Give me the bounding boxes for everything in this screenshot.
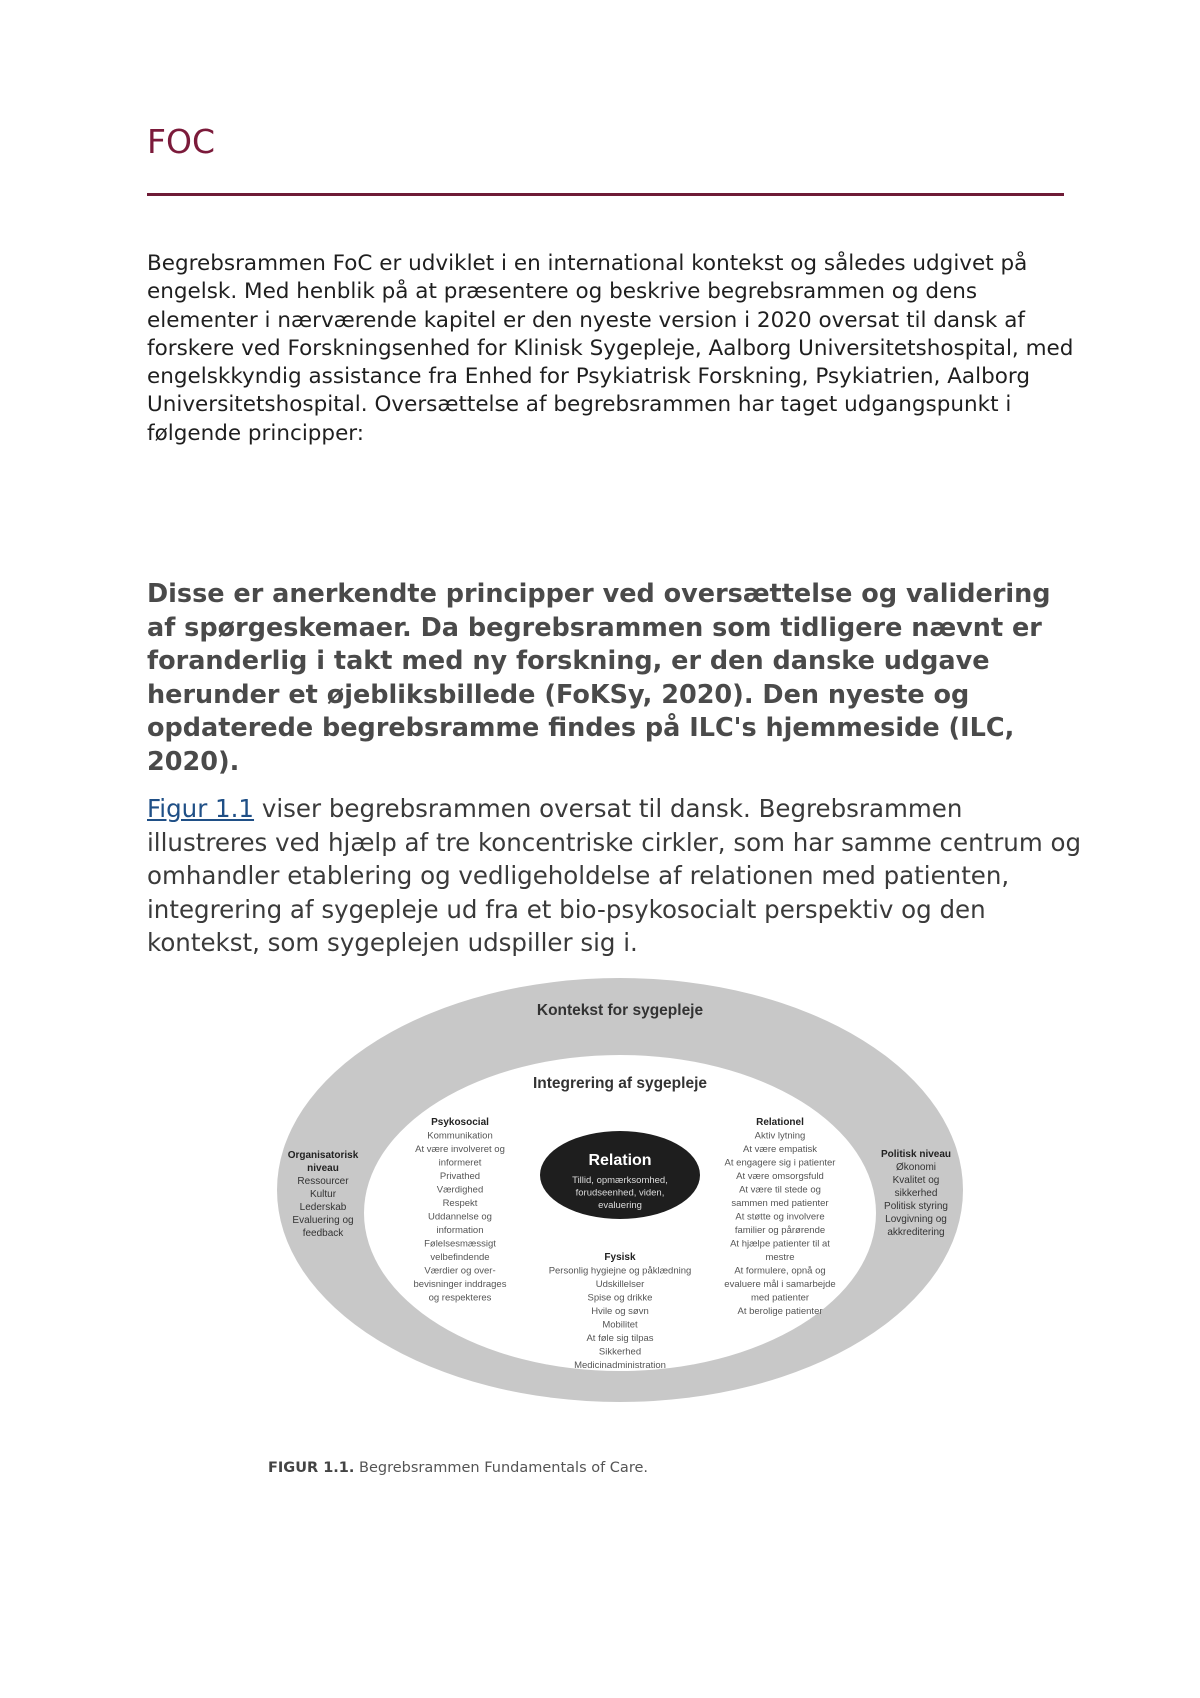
relation-line: evaluering bbox=[598, 1200, 642, 1211]
column-item: At være empatisk bbox=[743, 1144, 817, 1155]
column-title: Fysisk bbox=[604, 1252, 636, 1263]
relation-line: forudseenhed, viden, bbox=[575, 1187, 665, 1199]
column-title: Organisatorisk bbox=[287, 1150, 359, 1161]
column-item: Lovgivning og bbox=[885, 1214, 947, 1225]
principles-paragraph: Disse er anerkendte principper ved oversættelse og validering af spørgeskemaer. Da begrebsrammen som tidligere nævnt er foranderlig i takt med ny forskning, er den danske udgave herunder et øjebliksbillede (FoKSy, 2020). Den nyeste og opdaterede begrebsramme findes på ILC's hjemmeside (ILC, 2020). bbox=[147, 579, 1051, 777]
column-item: At være involveret og bbox=[415, 1144, 505, 1155]
column-title: Relationel bbox=[756, 1117, 804, 1128]
page-title: FOC bbox=[147, 122, 215, 161]
intro-paragraph: Begrebsrammen FoC er udviklet i en international kontekst og således udgivet på engelsk. Med henblik på at præsentere og beskrive begrebsrammen og dens elementer i nærværende kapitel er den nyeste version i 2020 oversat til dansk af forskere ved Forskningsenhed for Klinisk Sygepleje, Aalborg Universitetshospital, med engelskkyndig assistance fra Enhed for Psykiatrisk Forskning, Psykiatrien, Aalborg Universitetshospital. Oversættelse af begrebsrammen har taget udgangspunkt i følgende principper: bbox=[147, 251, 1074, 446]
caption-text: Begrebsrammen Fundamentals of Care. bbox=[354, 1460, 648, 1476]
column-item: Udskillelser bbox=[595, 1279, 645, 1290]
caption-label: FIGUR 1.1. bbox=[268, 1460, 355, 1476]
column-item: sikkerhed bbox=[894, 1188, 938, 1199]
column-item: Hvile og søvn bbox=[591, 1306, 649, 1317]
column-item: Ressourcer bbox=[297, 1176, 349, 1187]
column-item: At formulere, opnå og bbox=[734, 1265, 826, 1277]
column-item: At engagere sig i patienter bbox=[724, 1157, 836, 1169]
column-item: Følelsesmæssigt bbox=[424, 1238, 496, 1250]
title-rule bbox=[147, 193, 1064, 196]
column-item: sammen med patienter bbox=[731, 1198, 829, 1209]
column-item: med patienter bbox=[750, 1292, 810, 1304]
column-item: Værdier og over- bbox=[424, 1265, 496, 1277]
column-item: information bbox=[436, 1225, 484, 1236]
column-item: Kvalitet og bbox=[892, 1175, 940, 1186]
column-title: Psykosocial bbox=[431, 1117, 489, 1128]
column-item: Værdighed bbox=[436, 1184, 484, 1196]
column-item: Politisk styring bbox=[884, 1201, 948, 1212]
column-title: Politisk niveau bbox=[880, 1149, 952, 1160]
column-item: informeret bbox=[438, 1157, 482, 1169]
column-item: Privathed bbox=[439, 1171, 481, 1182]
figure-paragraph bbox=[147, 792, 1087, 960]
column-item: Evaluering og bbox=[292, 1215, 354, 1226]
relation-title: Relation bbox=[588, 1152, 652, 1169]
column-item: Kommunikation bbox=[427, 1130, 493, 1142]
column-item: feedback bbox=[302, 1228, 344, 1239]
column-item: Aktiv lytning bbox=[754, 1130, 806, 1142]
column-item: Økonomi bbox=[895, 1162, 937, 1173]
figure-paragraph-text: viser begrebsrammen oversat til dansk. Begrebsrammen illustreres ved hjælp af tre koncentriske cirkler, som har samme centrum og omhandler etablering og vedligeholdelse af relationen med patienten, integrering af sygepleje ud fra et bio-psykosocialt perspektiv og den kontekst, som sygeplejen udspiller sig i. bbox=[147, 794, 1082, 957]
figure-link[interactable]: Figur 1.1 bbox=[147, 794, 255, 823]
middle-title: Integrering af sygepleje bbox=[533, 1075, 707, 1092]
column-item: Personlig hygiejne og påklædning bbox=[548, 1265, 692, 1277]
column-item: At være omsorgsfuld bbox=[736, 1171, 824, 1182]
column-item: Sikkerhed bbox=[598, 1346, 642, 1358]
column-item: Spise og drikke bbox=[587, 1292, 653, 1304]
relation-line: Tillid, opmærksomhed, bbox=[572, 1175, 668, 1186]
column-item: familier og pårørende bbox=[734, 1225, 826, 1236]
column-item: At hjælpe patienter til at bbox=[730, 1238, 830, 1250]
figure-caption bbox=[268, 1460, 648, 1476]
column-item: Uddannelse og bbox=[428, 1211, 492, 1223]
column-item: At støtte og involvere bbox=[735, 1211, 825, 1223]
column-item: At føle sig tilpas bbox=[586, 1333, 654, 1344]
column-item: Lederskab bbox=[299, 1202, 347, 1213]
column-item: akkreditering bbox=[887, 1227, 945, 1238]
column-item: evaluere mål i samarbejde bbox=[724, 1279, 836, 1290]
column-item: At være til stede og bbox=[739, 1184, 821, 1196]
outer-title: Kontekst for sygepleje bbox=[536, 1002, 704, 1019]
fundamentals-of-care-diagram bbox=[270, 975, 970, 1405]
column-item: At berolige patienter bbox=[737, 1306, 823, 1317]
column-item: og respekteres bbox=[428, 1292, 492, 1304]
column-item: bevisninger inddrages bbox=[413, 1279, 507, 1290]
column-title: niveau bbox=[307, 1163, 339, 1174]
column-item: velbefindende bbox=[430, 1252, 490, 1263]
column-item: Mobilitet bbox=[602, 1319, 638, 1331]
column-item: Kultur bbox=[309, 1189, 337, 1200]
column-item: mestre bbox=[765, 1252, 795, 1263]
column-item: Respekt bbox=[442, 1198, 478, 1209]
column-item: Medicinadministration bbox=[574, 1360, 666, 1371]
